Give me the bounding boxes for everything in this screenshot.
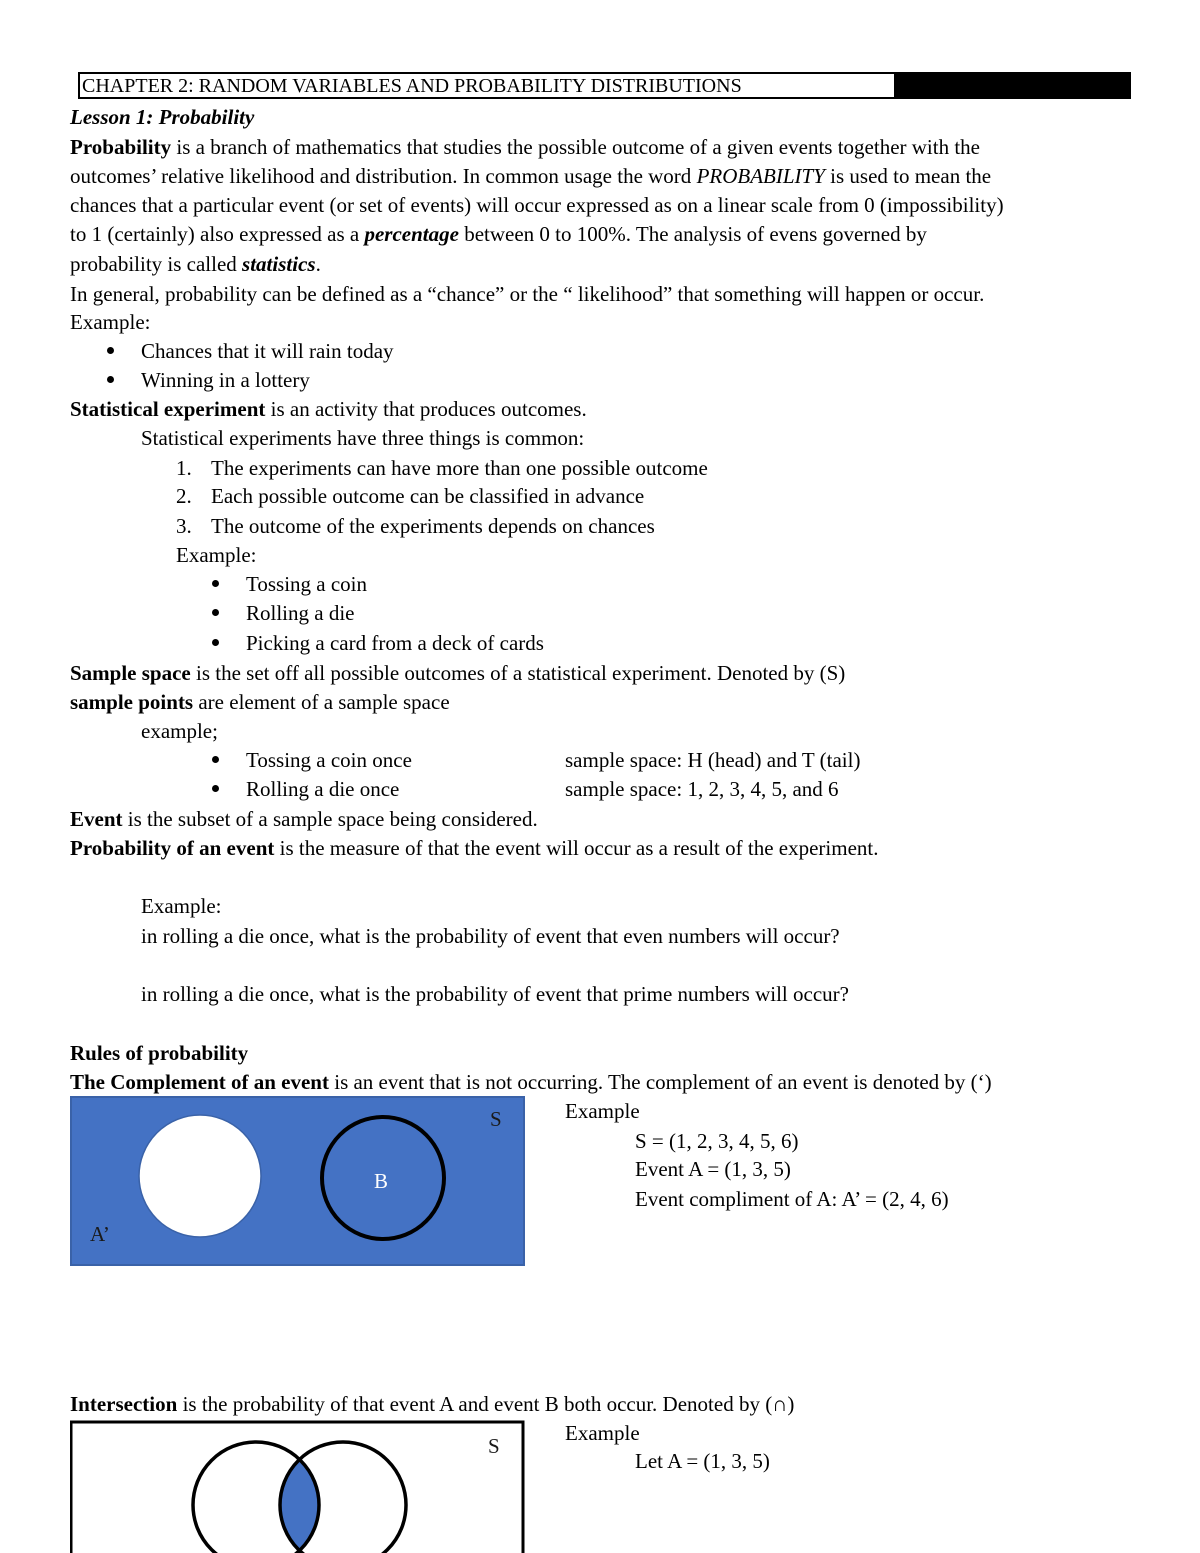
probability-def-text-4b: between 0 to 100%. The analysis of evens governed by [458, 222, 927, 246]
list-number: 3. [176, 514, 192, 538]
sample-points-text: are element of a sample space [193, 690, 450, 714]
probability-def-line-3: chances that a particular event (or set of events) will occur expressed as on a linear scale from 0 (impossibility) [70, 193, 1004, 217]
sample-space-def [70, 659, 845, 687]
example-question-1: in rolling a die once, what is the probability of event that even numbers will occur? [141, 924, 840, 948]
list-item: The outcome of the experiments depends on chances [211, 514, 655, 538]
example-label-3: example; [141, 719, 218, 743]
probability-def-text-1: is a branch of mathematics that studies the possible outcome of a given events together with the [171, 135, 980, 159]
label-a-prime: A’ [90, 1222, 110, 1246]
probability-def-text-2b: is used to mean the [824, 164, 992, 188]
event-a-circle [139, 1115, 261, 1237]
example-item: Tossing a coin [246, 572, 368, 596]
example-label-2: Example: [176, 543, 257, 567]
term-sample-space: Sample space [70, 661, 191, 685]
probability-def-line-1 [70, 133, 980, 161]
list-number: 1. [176, 456, 192, 480]
example-label-4: Example: [141, 894, 222, 918]
sample-example-left: Tossing a coin once [246, 748, 412, 772]
list-item: The experiments can have more than one possible outcome [211, 456, 708, 480]
probability-def-line-5 [70, 250, 321, 278]
sample-space-text: is the set off all possible outcomes of a statistical experiment. Denoted by (S) [190, 661, 846, 685]
probability-emphasis: PROBABILITY [696, 164, 825, 188]
term-complement: The Complement of an event [70, 1070, 329, 1094]
intersection-text: is the probability of that event A and event B both occur. Denoted by (∩) [177, 1392, 795, 1416]
example-item: Winning in a lottery [141, 368, 310, 392]
bullet-icon [212, 580, 219, 587]
intersection-def [70, 1390, 794, 1418]
example-item: Picking a card from a deck of cards [246, 631, 544, 655]
bullet-icon [212, 785, 219, 792]
label-s: S [490, 1107, 502, 1131]
probability-def-text-5a: probability is called [70, 252, 243, 276]
term-probability: Probability [70, 135, 172, 159]
term-event: Event [70, 807, 123, 831]
intersection-venn-diagram [70, 1420, 526, 1553]
complement-example-line: Event compliment of A: A’ = (2, 4, 6) [635, 1187, 949, 1211]
list-item: Each possible outcome can be classified in advance [211, 484, 645, 508]
lesson-heading: Lesson 1: Probability [70, 105, 255, 129]
example-item: Rolling a die [246, 601, 355, 625]
complement-text: is an event that is not occurring. The complement of an event is denoted by (‘) [328, 1070, 992, 1094]
term-statistical-experiment: Statistical experiment [70, 397, 266, 421]
complement-example-label: Example [565, 1099, 640, 1123]
statistics-emphasis: statistics [242, 252, 316, 276]
complement-venn-diagram [70, 1096, 526, 1267]
example-label-1: Example: [70, 310, 151, 334]
label-s: S [488, 1434, 500, 1458]
sample-points-def [70, 688, 450, 716]
rules-heading: Rules of probability [70, 1041, 249, 1065]
probability-def-line-2 [70, 162, 991, 190]
probability-def-text-4a: to 1 (certainly) also expressed as a [70, 222, 365, 246]
probability-event-text: is the measure of that the event will occur as a result of the experiment. [274, 836, 879, 860]
event-text: is the subset of a sample space being considered. [122, 807, 538, 831]
list-number: 2. [176, 484, 192, 508]
example-item: Chances that it will rain today [141, 339, 394, 363]
intersection-example-line: Let A = (1, 3, 5) [635, 1449, 770, 1473]
statistical-experiment-text: is an activity that produces outcomes. [265, 397, 587, 421]
bullet-icon [212, 756, 219, 763]
chapter-title-bar [78, 72, 1131, 99]
statistical-experiment-def [70, 395, 587, 423]
probability-def-text-2a: outcomes’ relative likelihood and distribution. In common usage the word [70, 164, 697, 188]
bullet-icon [212, 609, 219, 616]
complement-example-line: S = (1, 2, 3, 4, 5, 6) [635, 1129, 799, 1153]
term-sample-points: sample points [70, 690, 194, 714]
event-def [70, 805, 538, 833]
percentage-emphasis: percentage [364, 222, 459, 246]
probability-event-def [70, 834, 879, 862]
label-b: B [374, 1169, 389, 1193]
probability-def-line-4 [70, 220, 927, 248]
sample-example-right: sample space: 1, 2, 3, 4, 5, and 6 [565, 777, 839, 801]
probability-def-text-5b: . [315, 252, 321, 276]
example-question-2: in rolling a die once, what is the probability of event that prime numbers will occur? [141, 982, 849, 1006]
general-definition: In general, probability can be defined as a “chance” or the “ likelihood” that something will happen or occur. [70, 282, 985, 306]
chapter-title: CHAPTER 2: RANDOM VARIABLES AND PROBABILITY DISTRIBUTIONS [80, 74, 894, 97]
bullet-icon [107, 347, 114, 354]
term-intersection: Intersection [70, 1392, 178, 1416]
sample-example-left: Rolling a die once [246, 777, 400, 801]
statistical-experiment-intro: Statistical experiments have three things is common: [141, 426, 585, 450]
intersection-example-label: Example [565, 1421, 640, 1445]
sample-example-right: sample space: H (head) and T (tail) [565, 748, 861, 772]
term-probability-of-event: Probability of an event [70, 836, 275, 860]
complement-example-line: Event A = (1, 3, 5) [635, 1157, 791, 1181]
bullet-icon [212, 639, 219, 646]
bullet-icon [107, 376, 114, 383]
complement-def [70, 1068, 992, 1096]
